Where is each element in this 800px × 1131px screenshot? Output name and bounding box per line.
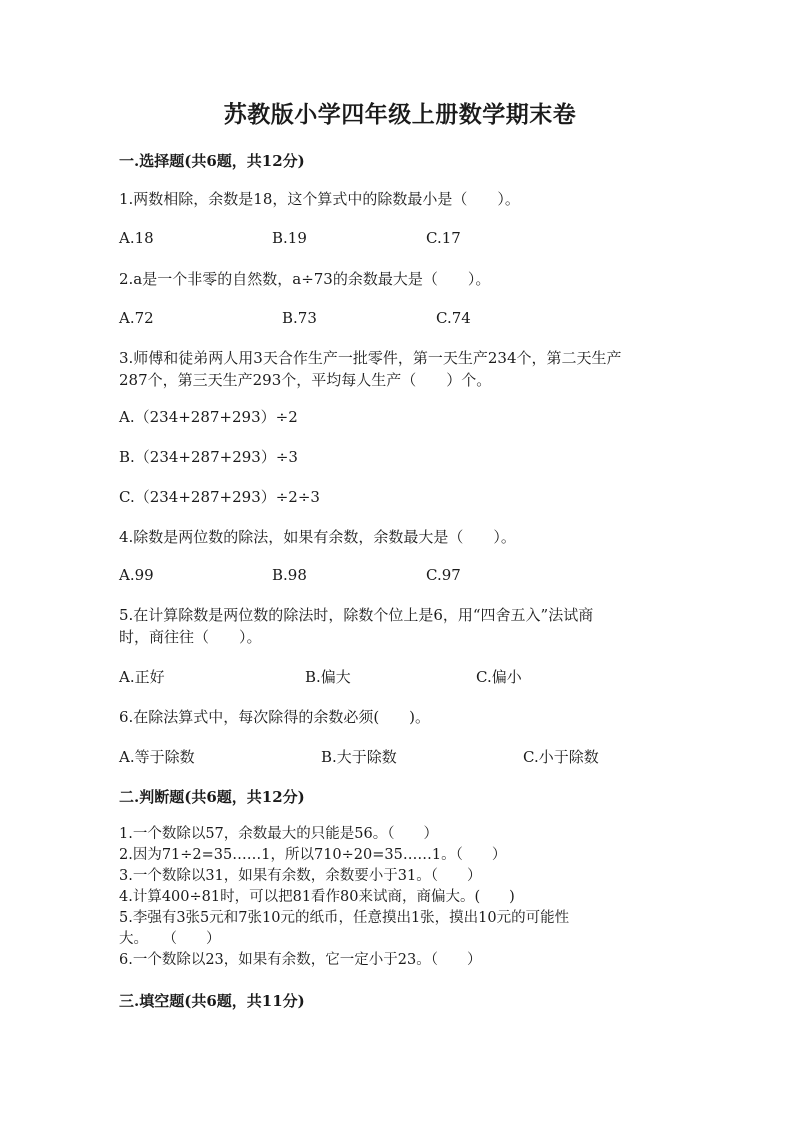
question-5-stem-line-1: 5.在计算除数是两位数的除法时，除数个位上是6，用“四舍五入”法试商 [119,606,594,624]
true-false-item-5-line-1: 5.李强有3张5元和7张10元的纸币，任意摸出1张，摸出10元的可能性 [119,910,570,926]
question-4-option-b: B.98 [272,566,307,584]
question-5-option-c: C.偏小 [476,668,522,686]
question-6-option-a: A.等于除数 [119,748,195,766]
true-false-item-5-line-2: 大。 （ ） [119,931,221,947]
true-false-item-1: 1.一个数除以57，余数最大的只能是56。（ ） [119,826,438,842]
question-1-option-c: C.17 [426,229,461,247]
question-3-option-c: C.（234+287+293）÷2÷3 [119,488,320,506]
question-4-stem: 4.除数是两位数的除法，如果有余数，余数最大是（ ）。 [119,528,516,546]
exam-title: 苏教版小学四年级上册数学期末卷 [223,101,577,128]
question-4-option-a: A.99 [119,566,154,584]
section-heading-choice: 一.选择题(共6题，共12分) [119,152,305,170]
question-5-option-b: B.偏大 [305,668,351,686]
question-4-option-c: C.97 [426,566,461,584]
question-5-stem-line-2: 时，商往往（ ）。 [119,628,262,646]
question-1-option-a: A.18 [119,229,154,247]
true-false-item-6: 6.一个数除以23，如果有余数，它一定小于23。（ ） [119,952,482,968]
question-5-option-a: A.正好 [119,668,165,686]
question-1-stem: 1.两数相除，余数是18，这个算式中的除数最小是（ ）。 [119,190,520,208]
question-3-stem-line-1: 3.师傅和徒弟两人用3天合作生产一批零件，第一天生产234个，第二天生产 [119,349,622,367]
section-heading-fill-in: 三.填空题(共6题，共11分) [119,992,305,1010]
true-false-item-2: 2.因为71÷2=35……1，所以710÷20=35……1。（ ） [119,847,507,863]
question-6-stem: 6.在除法算式中，每次除得的余数必须( )。 [119,708,431,726]
question-1-option-b: B.19 [272,229,307,247]
question-2-stem: 2.a是一个非零的自然数，a÷73的余数最大是（ ）。 [119,270,491,288]
question-2-option-a: A.72 [119,309,154,327]
true-false-item-4: 4.计算400÷81时，可以把81看作80来试商，商偏大。( ) [119,889,515,905]
question-6-option-b: B.大于除数 [321,748,397,766]
question-2-option-b: B.73 [282,309,317,327]
question-6-option-c: C.小于除数 [523,748,599,766]
true-false-item-3: 3.一个数除以31，如果有余数，余数要小于31。（ ） [119,868,482,884]
question-3-option-b: B.（234+287+293）÷3 [119,448,298,466]
question-3-option-a: A.（234+287+293）÷2 [119,408,298,426]
question-3-stem-line-2: 287个，第三天生产293个，平均每人生产（ ）个。 [119,371,492,389]
question-2-option-c: C.74 [436,309,471,327]
section-heading-true-false: 二.判断题(共6题，共12分) [119,788,305,806]
